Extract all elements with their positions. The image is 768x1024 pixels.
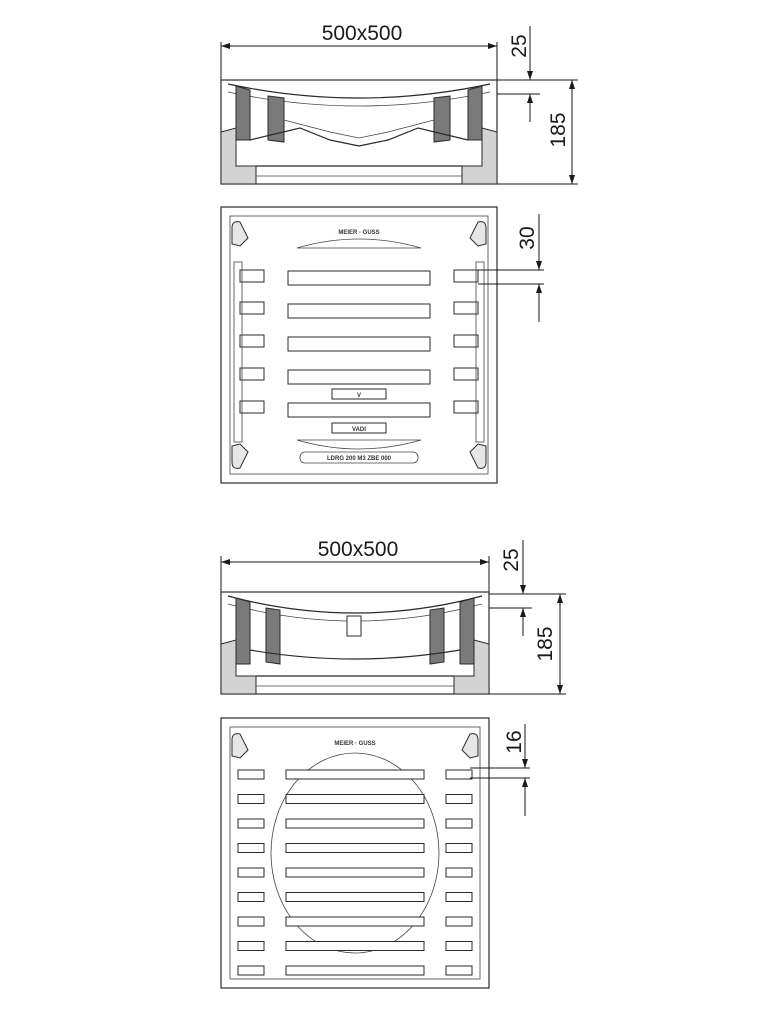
side-slot bbox=[238, 966, 264, 975]
corner-lug-2 bbox=[232, 734, 248, 758]
center-rib-2 bbox=[347, 616, 361, 636]
frame-left-web-1 bbox=[236, 86, 250, 140]
side-slots-right-1 bbox=[454, 262, 484, 442]
plan-view-1 bbox=[221, 207, 544, 483]
elevation-view-1 bbox=[221, 22, 578, 184]
side-slot bbox=[238, 942, 264, 951]
side-slot bbox=[446, 819, 472, 828]
height-label-1: 185 bbox=[547, 112, 570, 148]
side-slot bbox=[238, 819, 264, 828]
side-slot bbox=[238, 917, 264, 926]
side-slot bbox=[446, 868, 472, 877]
grate-slot bbox=[286, 917, 424, 926]
depth-label-2: 25 bbox=[500, 548, 523, 572]
side-slot bbox=[446, 844, 472, 853]
corner-lug-1 bbox=[232, 222, 248, 246]
central-slots-2 bbox=[286, 770, 424, 975]
arrow-marking-1: V bbox=[356, 393, 362, 399]
standard-marking-1: LDRG 200 M3 ZBE 000 bbox=[326, 456, 392, 462]
slot-label-1: 30 bbox=[516, 226, 539, 250]
grate-slot bbox=[286, 868, 424, 877]
plate-marking-1: VADI bbox=[352, 427, 366, 433]
side-slot bbox=[446, 966, 472, 975]
grate-slot bbox=[286, 844, 424, 853]
side-slot bbox=[238, 844, 264, 853]
width-dimension-1 bbox=[221, 22, 497, 80]
depth-dimension-1 bbox=[497, 26, 540, 122]
height-dimension-1 bbox=[497, 80, 578, 184]
side-slot bbox=[446, 893, 472, 902]
grate-slot bbox=[286, 942, 424, 951]
depth-label-1: 25 bbox=[508, 34, 531, 58]
width-label-1: 500x500 bbox=[321, 22, 403, 45]
side-slot bbox=[238, 770, 264, 779]
side-slots-left-2 bbox=[238, 770, 264, 975]
frame-outline-1 bbox=[221, 80, 497, 184]
depth-dimension-2 bbox=[489, 540, 532, 636]
side-slot bbox=[238, 893, 264, 902]
manufacturer-marking-1: MEIER · GUSS bbox=[338, 230, 380, 236]
height-label-2: 185 bbox=[534, 626, 557, 662]
side-slot bbox=[446, 795, 472, 804]
side-slot bbox=[238, 868, 264, 877]
slot-label-2: 16 bbox=[503, 730, 526, 754]
width-dimension-2 bbox=[221, 538, 489, 592]
side-slots-left-1 bbox=[234, 262, 264, 442]
height-dimension-2 bbox=[489, 594, 566, 694]
grate-top-curve-1 bbox=[228, 84, 490, 98]
plan-view-2 bbox=[221, 718, 530, 988]
side-slot bbox=[446, 942, 472, 951]
frame-right-web-1 bbox=[468, 86, 482, 140]
side-slot bbox=[238, 795, 264, 804]
grate-slot bbox=[286, 893, 424, 902]
manufacturer-marking-2: MEIER · GUSS bbox=[334, 741, 376, 747]
grate-slot bbox=[286, 770, 424, 779]
width-label-2: 500x500 bbox=[317, 538, 399, 561]
slot-dimension-2 bbox=[470, 724, 530, 816]
grate-underside-2 bbox=[250, 650, 460, 659]
grate-slot bbox=[286, 966, 424, 975]
frame-outline-2 bbox=[221, 592, 489, 694]
grate-slot bbox=[286, 819, 424, 828]
side-slot bbox=[446, 917, 472, 926]
side-slots-right-2 bbox=[446, 770, 472, 975]
side-slot bbox=[446, 770, 472, 779]
elevation-view-2 bbox=[221, 538, 566, 694]
grate-slot bbox=[286, 795, 424, 804]
